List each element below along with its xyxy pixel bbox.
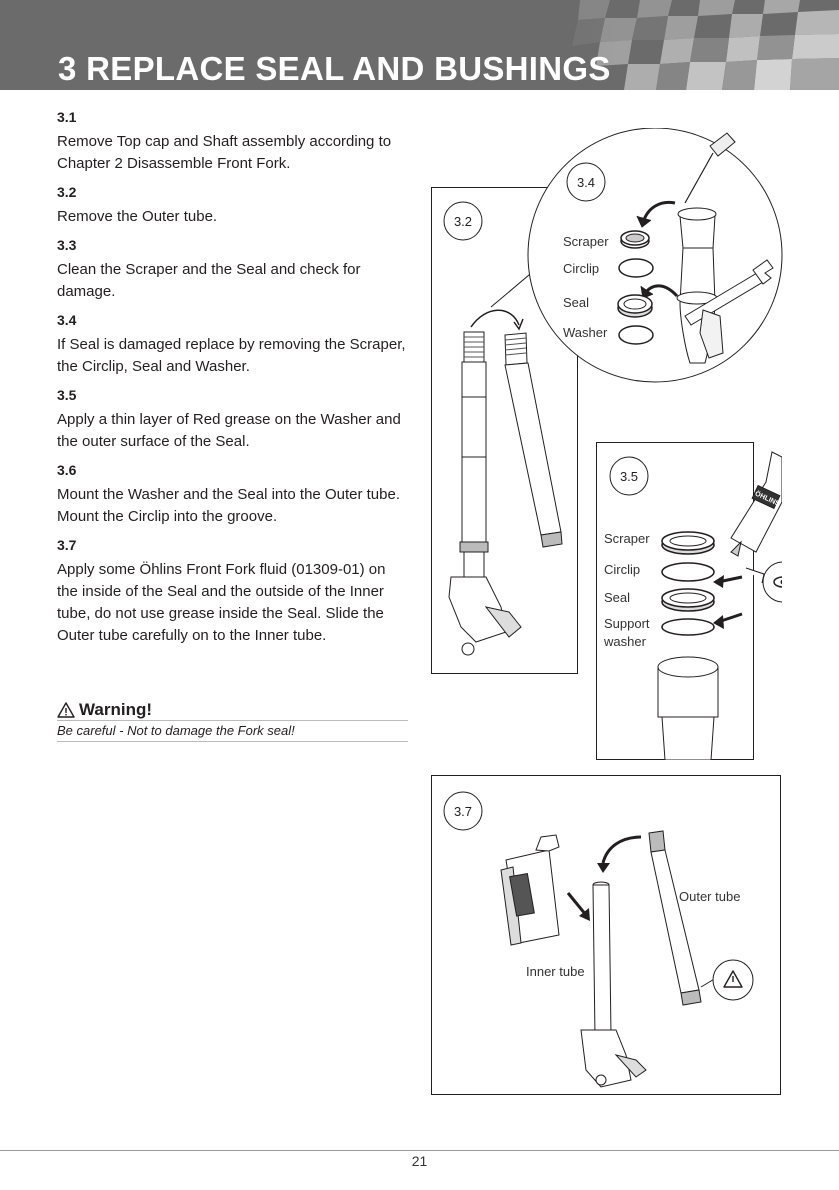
label-circlip: Circlip bbox=[604, 562, 641, 577]
step-number: 3.5 bbox=[57, 387, 77, 403]
step-text: If Seal is damaged replace by removing the Scraper, the Circlip, Seal and Washer. bbox=[57, 336, 406, 375]
step-3-3 bbox=[57, 236, 407, 303]
step-text: Apply some Öhlins Front Fork fluid (01309-01) on the inside of the Seal and the outside of the Inner tube, do not use grease inside the Seal. Slide the Outer tube carefully on to the Inner tube. bbox=[57, 561, 386, 644]
step-3-7 bbox=[57, 536, 407, 647]
bottle-brand: ÖHLINS bbox=[753, 490, 781, 508]
label-scraper: Scraper bbox=[604, 531, 650, 546]
step-number: 3.7 bbox=[57, 537, 77, 553]
figure-badge: 3.4 bbox=[576, 175, 596, 190]
step-number: 3.6 bbox=[57, 462, 77, 478]
label-washer: washer bbox=[604, 634, 646, 649]
warning-heading bbox=[57, 700, 408, 721]
figure-badge: 3.5 bbox=[619, 469, 639, 484]
step-text: Apply a thin layer of Red grease on the Washer and the outer surface of the Seal. bbox=[57, 411, 401, 450]
label-support: Support bbox=[604, 616, 650, 631]
step-3-5 bbox=[57, 386, 407, 453]
step-3-2 bbox=[57, 183, 407, 228]
step-text: Clean the Scraper and the Seal and check for damage. bbox=[57, 261, 361, 300]
label-seal: Seal bbox=[604, 590, 631, 605]
step-3-1 bbox=[57, 108, 407, 175]
figure-badge: 3.7 bbox=[453, 804, 473, 819]
warning-title: Warning! bbox=[79, 700, 153, 719]
warning-text: Be careful - Not to damage the Fork seal! bbox=[57, 721, 408, 742]
figure-3-4 bbox=[525, 128, 785, 385]
warning-triangle-icon bbox=[57, 702, 75, 718]
label-inner-tube: Inner tube bbox=[526, 964, 585, 979]
label-circlip: Circlip bbox=[563, 261, 600, 276]
label-seal: Seal bbox=[563, 295, 590, 310]
step-3-4 bbox=[57, 311, 407, 378]
figure-badge: 3.2 bbox=[453, 214, 473, 229]
label-scraper: Scraper bbox=[563, 234, 609, 249]
footer-divider bbox=[0, 1150, 839, 1151]
label-outer-tube: Outer tube bbox=[679, 889, 741, 904]
warning-box bbox=[57, 700, 408, 742]
step-text: Remove the Outer tube. bbox=[57, 208, 218, 225]
label-washer: Washer bbox=[563, 325, 608, 340]
step-number: 3.4 bbox=[57, 312, 77, 328]
step-number: 3.2 bbox=[57, 184, 77, 200]
steps-list bbox=[57, 108, 407, 655]
step-text: Remove Top cap and Shaft assembly according to Chapter 2 Disassemble Front Fork. bbox=[57, 133, 392, 172]
outer-tube-mounting-illustration bbox=[431, 775, 781, 1095]
figure-3-7 bbox=[431, 775, 781, 1095]
page-header bbox=[0, 0, 839, 90]
figure-3-5 bbox=[596, 442, 782, 760]
step-number: 3.1 bbox=[57, 109, 77, 125]
page-title: 3 REPLACE SEAL AND BUSHINGS bbox=[58, 50, 611, 87]
step-text: Mount the Washer and the Seal into the Outer tube. Mount the Circlip into the groove. bbox=[57, 486, 400, 525]
page-number: 21 bbox=[411, 1153, 428, 1169]
step-3-6 bbox=[57, 461, 407, 528]
seal-removal-illustration bbox=[525, 128, 785, 385]
step-number: 3.3 bbox=[57, 237, 77, 253]
